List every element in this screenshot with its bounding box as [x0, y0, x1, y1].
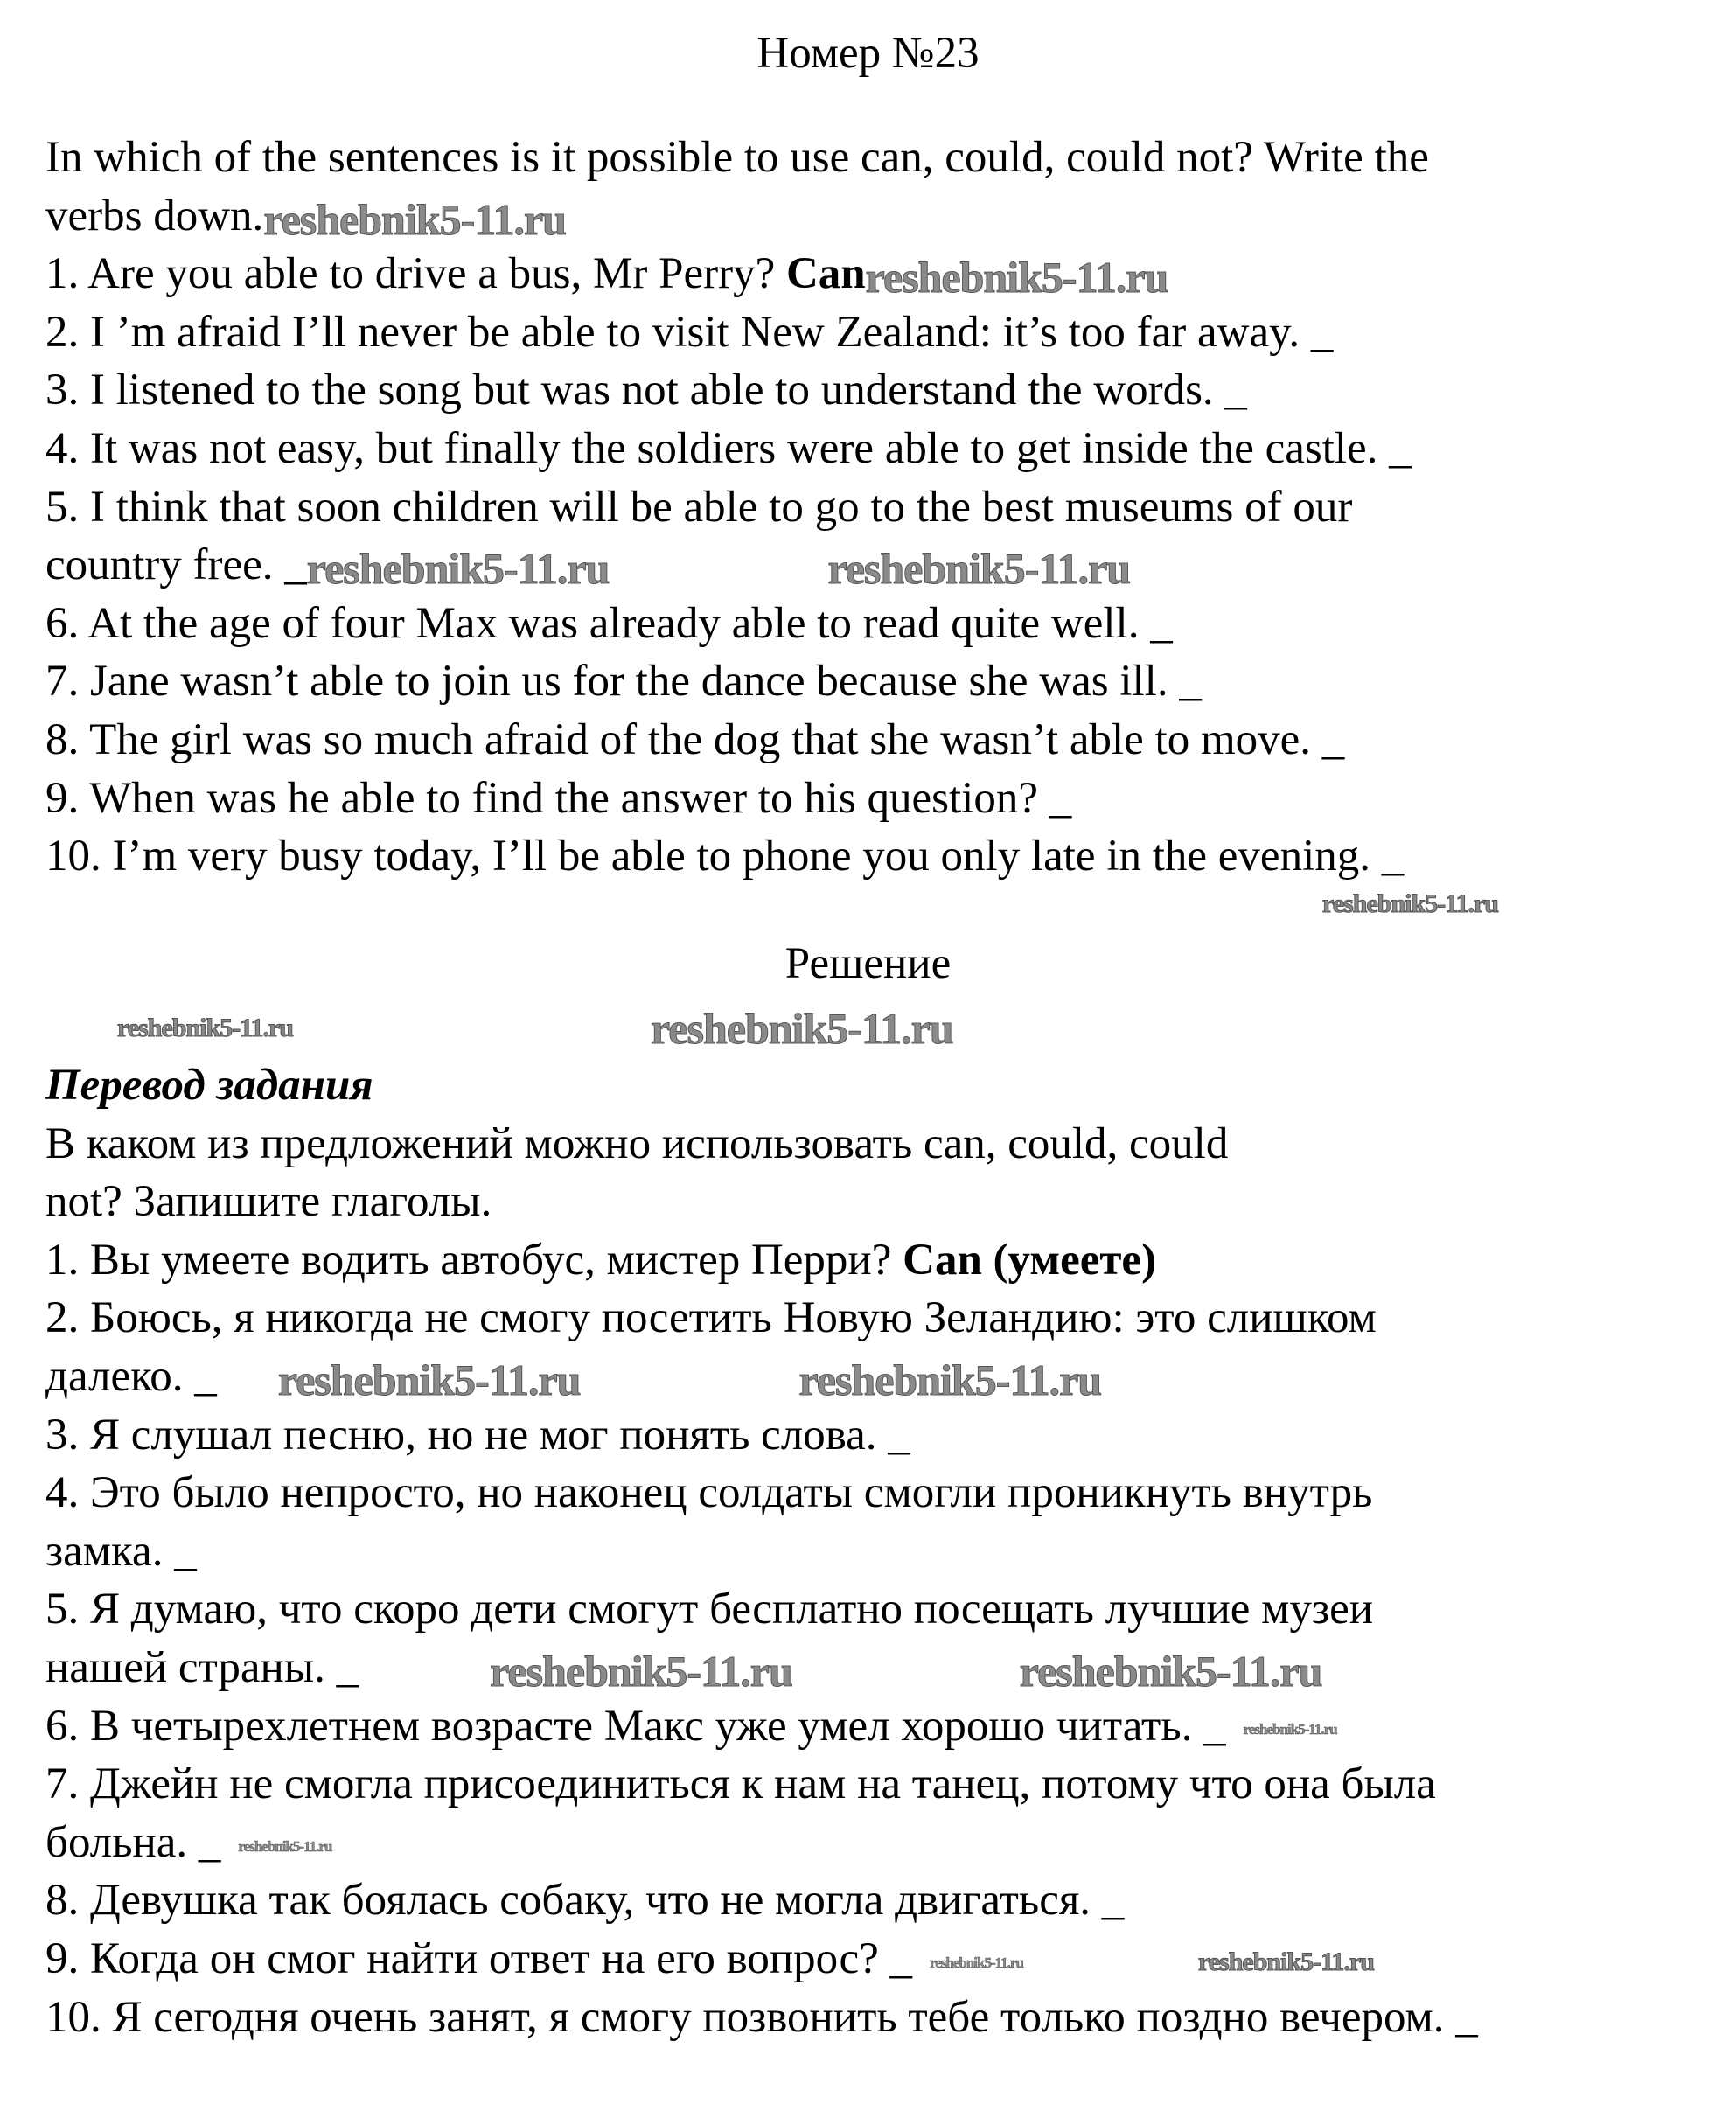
task-line: 9. When was he able to find the answer to his question? _	[45, 773, 1072, 823]
translation-line-text: нашей страны. _	[45, 1642, 359, 1692]
watermark: reshebnik5-11.ru	[929, 1954, 1023, 1971]
watermark: reshebnik5-11.ru	[1019, 1647, 1322, 1696]
solution-title: Решение	[784, 939, 952, 988]
watermark: reshebnik5-11.ru	[263, 194, 566, 244]
answer-1-translation: Can (умеете)	[903, 1235, 1157, 1285]
task-line	[45, 536, 1725, 595]
translation-text	[45, 1056, 1725, 2046]
watermark: reshebnik5-11.ru	[1243, 1721, 1337, 1738]
watermark: reshebnik5-11.ru	[238, 1837, 332, 1855]
watermark: reshebnik5-11.ru	[1322, 889, 1498, 918]
translation-line: 3. Я слушал песню, но не мог понять слова. _	[45, 1410, 910, 1460]
task-text	[45, 129, 1725, 886]
task-line	[45, 245, 1725, 303]
translation-line-text: 6. В четырехлетнем возрасте Макс уже умел хорошо читать. _	[45, 1701, 1226, 1751]
translation-line	[45, 1814, 1725, 1872]
task-line	[45, 187, 1725, 246]
translation-line: 4. Это было непросто, но наконец солдаты смогли проникнуть внутрь	[45, 1468, 1373, 1518]
task-line-text: 1. Are you able to drive a bus, Mr Perry?	[45, 249, 786, 299]
translation-line	[45, 1348, 1725, 1406]
watermark: reshebnik5-11.ru	[306, 544, 610, 594]
task-line: 7. Jane wasn’t able to join us for the dance because she was ill. _	[45, 657, 1202, 707]
translation-line-text: 9. Когда он смог найти ответ на его вопрос? _	[45, 1933, 912, 1983]
translation-line: 5. Я думаю, что скоро дети смогут бесплатно посещать лучшие музеи	[45, 1585, 1374, 1634]
task-line: 4. It was not easy, but finally the soldiers were able to get inside the castle. _	[45, 423, 1412, 473]
translation-line	[45, 1231, 1725, 1290]
task-line: 10. I’m very busy today, I’ll be able to phone you only late in the evening. _	[45, 832, 1405, 881]
translation-line: 8. Девушка так боялась собаку, что не могла двигаться. _	[45, 1876, 1125, 1926]
watermark: reshebnik5-11.ru	[1197, 1947, 1374, 1977]
task-line: 5. I think that soon children will be able to go to the best museums of our	[45, 482, 1353, 532]
watermark: reshebnik5-11.ru	[490, 1647, 792, 1696]
translation-line: 7. Джейн не смогла присоединиться к нам на танец, потому что она была	[45, 1759, 1436, 1809]
task-line: 8. The girl was so much afraid of the dog that she wasn’t able to move. _	[45, 714, 1345, 764]
task-line-text: country free. _	[45, 540, 307, 590]
translation-line: 10. Я сегодня очень занят, я смогу позвонить тебе только поздно вечером. _	[45, 1992, 1478, 2042]
task-line: 2. I ’m afraid I’ll never be able to visit New Zealand: it’s too far away. _	[45, 307, 1334, 357]
watermark: reshebnik5-11.ru	[865, 253, 1168, 303]
watermark: reshebnik5-11.ru	[117, 1014, 293, 1042]
watermark: reshebnik5-11.ru	[798, 1355, 1102, 1405]
translation-line-text: больна. _	[45, 1817, 221, 1867]
translation-line: not? Запишите глаголы.	[45, 1177, 492, 1227]
translation-line	[45, 1639, 1725, 1697]
translation-line: В каком из предложений можно использовать can, could, could	[45, 1118, 1229, 1168]
watermark: reshebnik5-11.ru	[277, 1355, 581, 1405]
task-line: In which of the sentences is it possible to use can, could, could not? Write the	[45, 133, 1429, 182]
answer-1: Can	[785, 249, 866, 299]
translation-line: замка. _	[45, 1526, 197, 1576]
task-line: 3. I listened to the song but was not able to understand the words. _	[45, 366, 1247, 415]
watermark: reshebnik5-11.ru	[651, 1004, 953, 1053]
page-title: Номер №23	[756, 29, 980, 78]
translation-line	[45, 1930, 1725, 1989]
translation-line-text: далеко. _	[45, 1351, 217, 1401]
translation-line	[45, 1697, 1725, 1756]
watermark: reshebnik5-11.ru	[827, 544, 1131, 594]
task-line: 6. At the age of four Max was already able to read quite well. _	[45, 598, 1173, 648]
translation-line-text: 1. Вы умеете водить автобус, мистер Перри?	[45, 1235, 903, 1285]
translation-heading: Перевод задания	[45, 1061, 373, 1110]
task-line-text: verbs down.	[45, 191, 264, 240]
translation-line: 2. Боюсь, я никогда не смогу посетить Новую Зеландию: это слишком	[45, 1293, 1377, 1343]
